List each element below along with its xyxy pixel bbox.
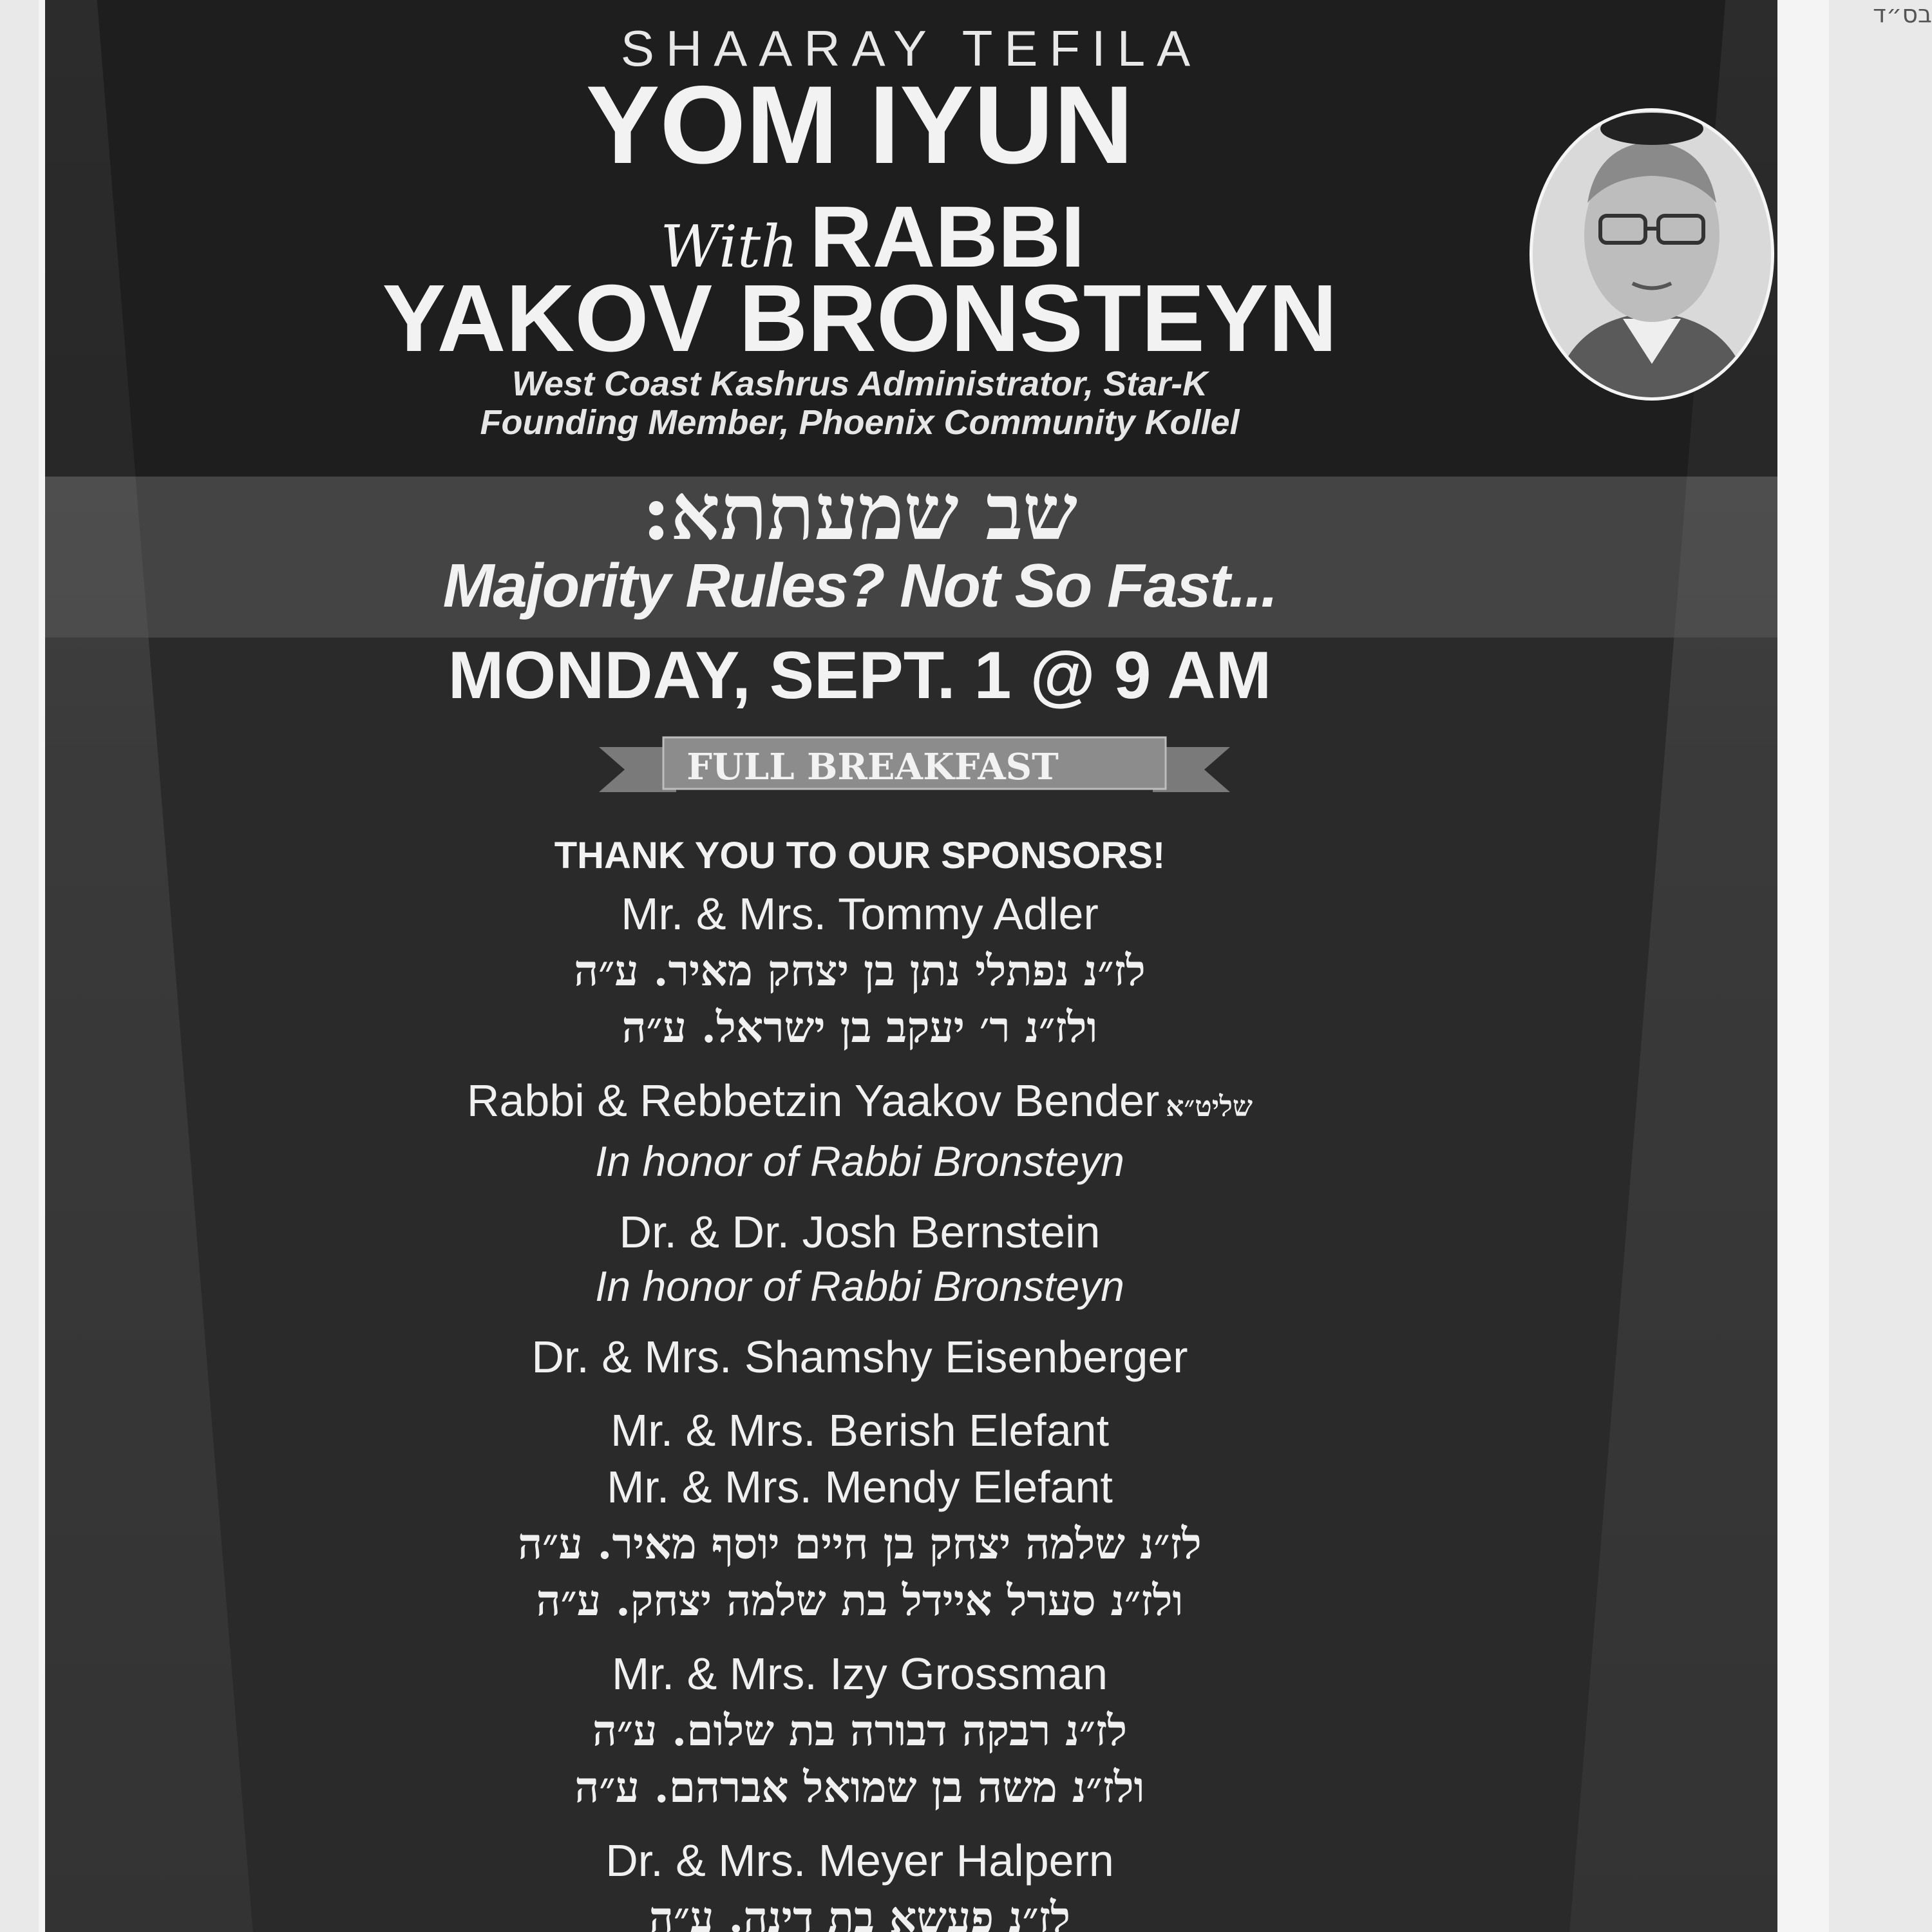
sponsor-entry [45,886,1726,1056]
sponsor-entry [45,1402,1726,1629]
sponsor-name: Rabbi & Rebbetzin Yaakov Bender שליט״א [466,1075,1253,1126]
corner-mark: בס״ד [1873,0,1932,28]
topic-hebrew: שב שמעתתא: [641,467,1078,558]
event-date-time: MONDAY, SEPT. 1 @ 9 AM [448,638,1272,713]
speaker-role-2: Founding Member, Phoenix Community Kollel [480,403,1240,442]
sponsor-name: Mr. & Mrs. Berish Elefant [610,1405,1110,1455]
speaker-name: YAKOV BRONSTEYN [382,265,1338,372]
with-word: With [660,213,799,281]
event-title: YOM IYUN [585,63,1134,187]
sponsor-name: Dr. & Dr. Josh Bernstein [619,1207,1101,1257]
memorial-dedication: ולז״נ משה בן שמואל אברהם. ע״ה [574,1762,1145,1812]
congregation-name: SHAARAY TEFILA [620,20,1202,77]
sponsor-entry [45,1329,1726,1385]
sponsor-dedication: In honor of Rabbi Bronsteyn [595,1137,1124,1185]
sponsor-name: Mr. & Mrs. Mendy Elefant [607,1462,1113,1512]
rabbi-word: RABBI [810,188,1085,285]
memorial-dedication: לז״נ נפתלי נתן בן יצחק מאיר. ע״ה [574,945,1146,996]
sponsor-list [45,886,1726,1932]
sponsor-entry [45,1204,1726,1312]
memorial-dedication: לז״נ רבקה דבורה בת שלום. ע״ה [592,1705,1128,1756]
sponsor-entry [45,1072,1726,1187]
sponsor-name: Mr. & Mrs. Tommy Adler [621,889,1099,939]
sponsor-dedication: In honor of Rabbi Bronsteyn [595,1262,1124,1310]
sponsor-name: Dr. & Mrs. Meyer Halpern [605,1835,1114,1886]
speaker-photo [1526,106,1777,402]
memorial-dedication: ולז״נ סערל איידל בת שלמה יצחק. ע״ה [536,1575,1184,1625]
memorial-dedication: לז״נ שלמה יצחק בן חיים יוסף מאיר. ע״ה [518,1519,1202,1569]
sponsor-name: Dr. & Mrs. Shamshy Eisenberger [531,1332,1188,1382]
ribbon-label: FULL BREAKFAST [687,746,1059,788]
memorial-dedication: ולז״נ ר׳ יעקב בן ישראל. ע״ה [621,1002,1098,1052]
speaker-role-1: West Coast Kashrus Administrator, Star-K [511,365,1208,403]
sponsors-heading: THANK YOU TO OUR SPONSORS! [554,835,1166,876]
memorial-dedication: לז״נ פעשא בת דינה. ע״ה [649,1892,1070,1932]
sponsor-entry [45,1645,1726,1815]
honorific-suffix: שליט״א [1166,1090,1253,1123]
topic-english: Majority Rules? Not So Fast... [442,551,1277,620]
sponsor-name: Mr. & Mrs. Izy Grossman [611,1649,1108,1699]
sponsor-entry [45,1832,1726,1932]
flyer [45,0,1777,1932]
